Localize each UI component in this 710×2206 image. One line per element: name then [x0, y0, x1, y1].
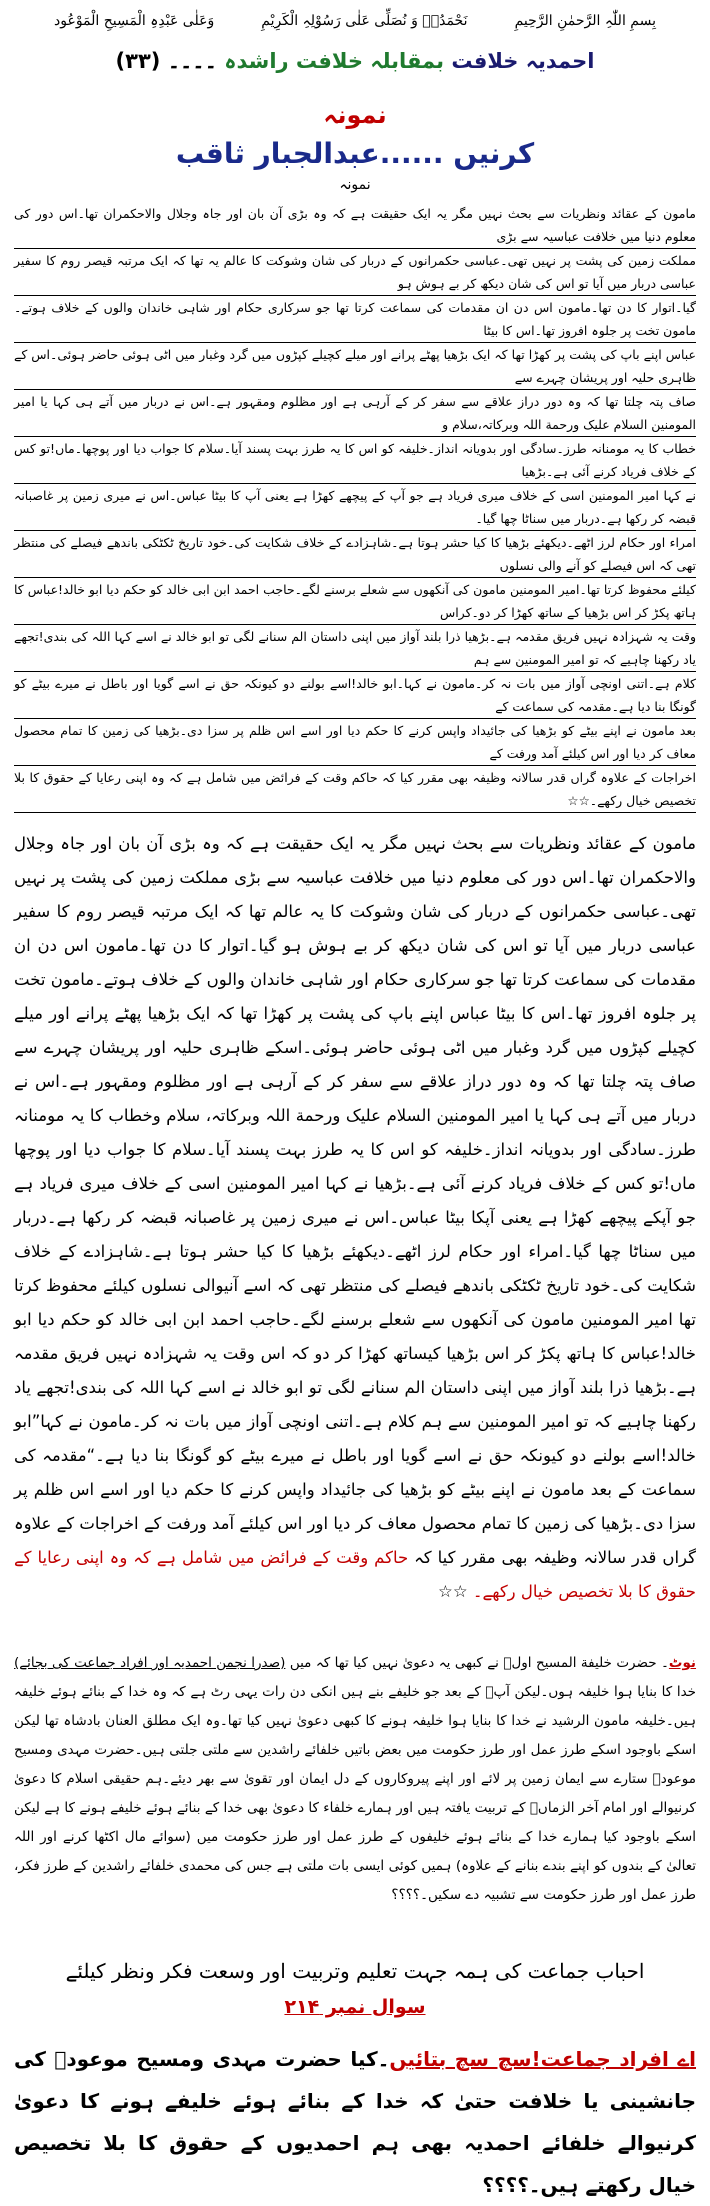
note-text-b: خدا کا بنایا ہوا خلیفہ ہوں۔لیکن آپؓ کے بعد جو خلیفے بنے ہیں انکی دن رات یہی رٹ ہے کہ وہ خدا کے بنائے ہوئے خلیفہ ہیں۔خلیفہ مامون الرشید نے خدا کا بنایا ہوا خلیفہ ہونے کا کبھی دعویٰ نہیں کیا تھا۔وہ ایک مطلق العنان بادشاہ تھا لیکن اسکے باوجود اسکے طرز عمل اور طرز حکومت میں بعض باتیں خلفائے راشدین سے ملتی جلتی ہیں۔حضرت مہدی ومسیح موعودؑ ستارے سے ایمان زمین پر لائے اور اپنے پیروکاروں کے دل ایمان اور تقویٰ سے بھر دیئے۔ہم حقیقی اسلام کا دعویٰ کرنیوالے اور امام آخر الزماںؑ کے تربیت یافتہ ہیں اور ہمارے خلفاء کا دعویٰ بھی خدا کے بنائے ہوئے خلیفے ہونے کا ہے لیکن اسکے باوجود کیا ہمارے خدا کے بنائے ہوئے خلیفوں کے طرز عمل اور طرز حکومت میں (سوائے مال اکٹھا کرنے اور اللہ تعالیٰ کے بندوں کو اپنے بندے بنانے کے علاوہ) ہمیں کوئی ایسی بات ملتی ہے جس کی محمدی خلفائے راشدین کے طرز فکر، طرز عمل اور طرز حکومت سے تشبیہ دے سکیں۔؟؟؟؟	[14, 1684, 696, 1903]
series-title-part3: ۔۔۔۔ (۳۳)	[115, 49, 217, 73]
question-number: سوال نمبر ۲۱۴	[284, 1996, 426, 2018]
note-text-a: ۔ حضرت خلیفة المسیح اولؓ نے کبھی یہ دعویٰ نہیں کیا تھا کہ میں	[289, 1655, 669, 1671]
story-line: کیلئے محفوظ کرتا تھا۔امیر المومنین مامون کی آنکھوں سے شعلے برسنے لگے۔حاجب احمد ابن ابی خالد کو حکم دیا ابو خالد!عباس کا ہاتھ پکڑ کر اس بڑھیا کے ساتھ کھڑا کر دو۔کراس	[14, 578, 696, 625]
story-line: صاف پتہ چلتا تھا کہ وہ دور دراز علاقے سے سفر کر کے آرہی ہے اور مظلوم ومقہور ہے۔اس نے دربار میں آتے ہی کہا یا امیر المومنین السلام علیک ورحمة اللہ وبرکاتہ،سلام و	[14, 390, 696, 437]
series-title	[14, 46, 696, 76]
story-line: مامون کے عقائد ونظریات سے بحث نہیں مگر یہ ایک حقیقت ہے کہ وہ بڑی آن بان اور جاہ وجلال والاحکمران تھا۔اس دور کی معلوم دنیا میں خلافت عباسیہ سے بڑی	[14, 202, 696, 249]
question-text: ۔کیا حضرت مہدی ومسیح موعودؑ کی جانشینی یا خلافت حتیٰ کہ خدا کے بنائے ہوئے خلیفے ہونے کا دعویٰ کرنیوالے خلفائے احمدیہ بھی ہم احمدیوں کے حقوق کا بلا تخصیص خیال رکھتے ہیں۔؟؟؟؟	[14, 2047, 696, 2197]
note-label: نوٹ	[668, 1655, 697, 1671]
story-line: عباس اپنے باپ کی پشت پر کھڑا تھا کہ ایک بڑھیا پھٹے پرانے اور میلے کچیلے کپڑوں میں گرد وغبار میں اٹی ہوئی حاضر ہوئی۔اس کے ظاہری حلیہ اور پریشان چہرے سے	[14, 343, 696, 390]
author-heading: کرنیں ......عبدالجبار ثاقب	[175, 137, 535, 170]
note-paragraph	[14, 1649, 696, 1910]
story-line: خطاب کا یہ مومنانہ طرز۔سادگی اور بدویانہ انداز۔خلیفہ کو اس کا یہ طرز بہت پسند آیا۔سلام کا جواب دیا اور پوچھا۔ماں!تو کس کے خلاف فریاد کرنے آئی ہے۔بڑھیا	[14, 437, 696, 484]
story-line: مملکت زمین کی پشت پر نہیں تھی۔عباسی حکمرانوں کے دربار کی شان وشوکت کا عالم یہ تھا کہ ایک مرتبہ قیصر روم کا سفیر عباسی دربار میں آیا تو اس کی شان دیکھ کر بے ہوش ہو	[14, 249, 696, 296]
note-parenthetical: (صدرا نجمن احمدیہ اور افراد جماعت کی بجائے)	[14, 1655, 286, 1671]
story-paragraph-small	[14, 202, 696, 813]
story-line: بعد مامون نے اپنے بیٹے کو بڑھیا کی جائیداد واپس کرنے کا حکم دیا اور اسے اس ظلم پر سزا دی۔بڑھیا کی زمین کا تمام محصول معاف کر دیا اور اس کیلئے آمد ورفت کے	[14, 719, 696, 766]
story-conclusion: حاکم وقت کے فرائض میں شامل ہے کہ وہ اپنی رعایا کے حقوق کا بلا تخصیص خیال رکھے۔	[14, 1548, 696, 1601]
story-line: کلام ہے۔اتنی اونچی آواز میں بات نہ کر۔مامون نے کہا۔ابو خالد!اسے بولنے دو کیونکہ حق نے اسے گویا اور باطل نے میرے بیٹے کو گونگا بنا دیا ہے۔مقدمہ کی سماعت کے	[14, 672, 696, 719]
namoona-heading: نمونہ	[323, 101, 387, 129]
namoona-subheading: نمونہ	[339, 177, 371, 193]
series-title-part2: بمقابلہ خلافت راشدہ	[224, 49, 445, 73]
bismillah-header	[14, 0, 696, 32]
story-stars: ☆☆	[438, 1582, 468, 1601]
story-paragraph-large	[14, 827, 696, 1609]
story-line: امراء اور حکام لرز اٹھے۔دیکھئے بڑھیا کا کیا حشر ہوتا ہے۔شاہزادے کے خلاف شکایت کی۔خود تاریخ ٹکٹکی باندھے فیصلے کی منتظر تھی کہ اس فیصلے کو آنے والی نسلوں	[14, 531, 696, 578]
bismillah-center: نَحْمَدُہٗ وَ نُصَلِّی عَلٰی رَسُوْلِہِ الْکَرِیْمِ	[261, 13, 468, 29]
bismillah-left: وَعَلٰی عَبْدِہِ الْمَسِیحِ الْمَوْعُود	[54, 13, 215, 29]
story-text: مامون کے عقائد ونظریات سے بحث نہیں مگر یہ ایک حقیقت ہے کہ وہ بڑی آن بان اور جاہ وجلال والاحکمران تھا۔اس دور کی معلوم دنیا میں خلافت عباسیہ سے بڑی مملکت زمین کی پشت پر نہیں تھی۔عباسی حکمرانوں کے دربار کی شان وشوکت کا یہ عالم تھا کہ ایک مرتبہ قیصر روم کا سفیر عباسی دربار میں آیا تو اس کی شان دیکھ کر بے ہوش ہو گیا۔اتوار کا دن تھا۔مامون اس دن ان مقدمات کی سماعت کرتا تھا جو سرکاری حکام اور شاہی خاندان والوں کے خلاف ہوتے۔مامون تخت پر جلوہ افروز تھا۔اس کا بیٹا عباس اپنے باپ کی پشت پر کھڑا تھا کہ ایک بڑھیا پھٹے پرانے اور میلے کچیلے کپڑوں میں گرد وغبار میں اٹی ہوئی حاضر ہوئی۔اسکے ظاہری حلیہ اور پریشان چہرے سے صاف پتہ چلتا تھا کہ وہ دور دراز علاقے سے سفر کر کے آرہی ہے اور مظلوم ومقہور ہے۔اس نے دربار میں آتے ہی کہا یا امیر المومنین السلام علیک ورحمة اللہ وبرکاتہ، سلام وخطاب کا یہ مومنانہ طرز۔سادگی اور بدویانہ انداز۔خلیفہ کو اس کا یہ طرز بہت پسند آیا۔سلام کا جواب دیا اور پوچھا ماں!تو کس کے خلاف فریاد کرنے آئی ہے۔بڑھیا نے کہا امیر المومنین اسی کے خلاف میری فریاد ہے جو آپکے پیچھے کھڑا ہے یعنی آپکا بیٹا عباس۔اس نے میری زمین پر غاصبانہ قبضہ کر رکھا ہے۔دربار میں سناٹا چھا گیا۔امراء اور حکام لرز اٹھے۔دیکھئے بڑھیا کا کیا حشر ہوتا ہے۔شاہزادے کے خلاف شکایت کی۔خود تاریخ ٹکٹکی باندھے فیصلے کی منتظر تھی کہ اسے آنیوالی نسلوں کیلئے محفوظ کرتا تھا امیر المومنین مامون کی آنکھوں سے شعلے برسنے لگے۔حاجب احمد ابن ابی خالد کو حکم دیا ابو خالد!عباس کا ہاتھ پکڑ کر اس بڑھیا کیساتھ کھڑا کر دو کہ اس وقت یہ شہزادہ نہیں فریق مقدمہ ہے۔بڑھیا ذرا بلند آواز میں اپنی داستان الم سنانے لگی تو ابو خالد نے اسے کہا اللہ کی بندی!تجھے یاد رکھنا چاہیے کہ تو امیر المومنین سے ہم کلام ہے۔اتنی اونچی آواز میں بات نہ کر۔مامون نے کہا”ابو خالد!اسے بولنے دو کیونکہ حق نے اسے گویا اور باطل نے میرے بیٹے کو گونگا بنا دیا ہے۔“مقدمہ کی سماعت کے بعد مامون نے اپنے بیٹے کو بڑھیا کی جائیداد واپس کرنے کا حکم دیا اور اسے اس ظلم پر سزا دی۔بڑھیا کی زمین کا تمام محصول معاف کر دیا اور اس کیلئے آمد ورفت کے اخراجات کے علاوہ گراں قدر سالانہ وظیفہ بھی مقرر کیا کہ	[14, 834, 697, 1567]
series-title-part1: احمدیہ خلافت	[451, 49, 595, 73]
story-line: گیا۔اتوار کا دن تھا۔مامون اس دن ان مقدمات کی سماعت کرتا تھا جو سرکاری حکام اور شاہی خاندان والوں کے خلاف ہوتے۔مامون تخت پر جلوہ افروز تھا۔اس کا بیٹا	[14, 296, 696, 343]
story-line: وقت یہ شہزادہ نہیں فریق مقدمہ ہے۔بڑھیا ذرا بلند آواز میں اپنی داستان الم سنانے لگی تو ابو خالد نے اسے کہا اللہ کی بندی!تجھے یاد رکھنا چاہیے کہ تو امیر المومنین سے ہم	[14, 625, 696, 672]
story-line: نے کہا امیر المومنین اسی کے خلاف میری فریاد ہے جو آپ کے پیچھے کھڑا ہے یعنی آپ کا بیٹا عباس۔اس نے میری زمین پر غاصبانہ قبضہ کر رکھا ہے۔دربار میں سناٹا چھا گیا۔	[14, 484, 696, 531]
bismillah-right: بِسمِ اللّٰہِ الرَّحمٰنِ الرَّحِیمِ	[514, 13, 656, 29]
appeal-title: احباب جماعت کی ہمہ جہت تعلیم وتربیت اور وسعت فکر ونظر کیلئے	[65, 1959, 645, 1983]
question-lead: اے افراد جماعت!سچ سچ بتائیں	[389, 2047, 696, 2071]
story-line: اخراجات کے علاوہ گراں قدر سالانہ وظیفہ بھی مقرر کیا کہ حاکم وقت کے فرائض میں شامل ہے کہ وہ اپنی رعایا کے حقوق کا بلا تخصیص خیال رکھے۔☆☆	[14, 766, 696, 813]
question-paragraph	[14, 2038, 696, 2206]
